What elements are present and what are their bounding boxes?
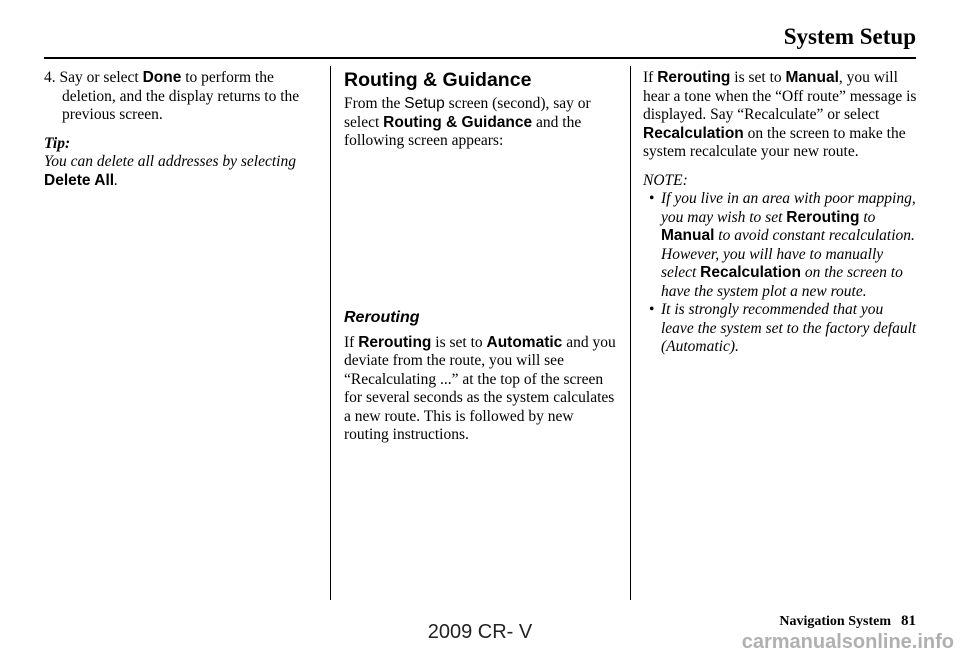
tip-heading: Tip: bbox=[44, 134, 71, 152]
tip-text-end: . bbox=[114, 171, 118, 189]
note-item bbox=[643, 190, 918, 301]
subsection-heading: Rerouting bbox=[344, 308, 420, 326]
para-text-1: If bbox=[643, 69, 658, 86]
step-text-end: to perform the deletion, and the display returns to the previous screen. bbox=[62, 69, 300, 123]
intro-paragraph bbox=[344, 95, 616, 151]
para-text-2: is set to bbox=[730, 69, 786, 86]
screen-image-space bbox=[344, 151, 616, 308]
step-4 bbox=[44, 69, 312, 125]
rerouting-term: Rerouting bbox=[358, 333, 432, 351]
body-text-1: If bbox=[344, 333, 359, 351]
manual-term: Manual bbox=[661, 227, 715, 244]
note-text-2: to bbox=[859, 208, 876, 226]
intro-text-3: and the following screen appears: bbox=[344, 113, 582, 149]
step-number: 4. bbox=[44, 69, 56, 86]
column-divider-left bbox=[330, 66, 331, 600]
page-number: 81 bbox=[901, 613, 916, 629]
tip-body bbox=[44, 153, 312, 190]
header-rule bbox=[44, 57, 916, 59]
manual-term: Manual bbox=[785, 69, 839, 86]
delete-all-term: Delete All bbox=[44, 171, 115, 189]
body-text-3: and you deviate from the route, you will see “Recalculating ...” at the top of the screen for several seconds as the system calculates a new route. This is followed by new routing instructions. bbox=[344, 333, 616, 443]
column-2 bbox=[344, 69, 616, 445]
routing-guidance-term: Routing & Guidance bbox=[383, 113, 533, 131]
rerouting-paragraph bbox=[344, 334, 616, 445]
footer-section-label: Navigation System bbox=[779, 614, 891, 629]
step-text: Say or select bbox=[59, 69, 143, 86]
column-divider-right bbox=[630, 66, 631, 600]
note-text-3: to avoid constant recalculation. However, you will have to manually select bbox=[661, 227, 915, 281]
recalculation-term: Recalculation bbox=[643, 124, 744, 142]
footer-model-label: 2009 CR- V bbox=[427, 621, 533, 643]
tip-text: You can delete all addresses by selecting bbox=[44, 153, 296, 170]
intro-text-2: screen (second), say or select bbox=[344, 95, 591, 131]
column-3 bbox=[643, 69, 918, 357]
rerouting-term: Rerouting bbox=[657, 69, 731, 86]
rerouting-term: Rerouting bbox=[786, 208, 860, 226]
setup-term: Setup bbox=[404, 95, 445, 112]
page-header-title: System Setup bbox=[783, 24, 916, 49]
para-text-3: , you will hear a tone when the “Off route” message is displayed. Say “Recalculate” or select bbox=[643, 69, 917, 123]
body-text-2: is set to bbox=[431, 333, 487, 351]
note-text-1: If you live in an area with poor mapping, you may wish to set bbox=[661, 190, 916, 226]
done-term: Done bbox=[142, 69, 182, 86]
intro-text-1: From the bbox=[344, 95, 405, 112]
note-list bbox=[643, 190, 918, 357]
note-item: • It is strongly recommended that you leave the system set to the factory default (Automatic). bbox=[643, 301, 918, 357]
note-text-4: on the screen to have the system plot a new route. bbox=[661, 264, 903, 300]
para-text-4: on the screen to make the system recalculate your new route. bbox=[643, 124, 906, 160]
watermark-text: carmanualsonline.info bbox=[741, 631, 954, 653]
manual-paragraph bbox=[643, 69, 918, 162]
section-heading: Routing & Guidance bbox=[344, 69, 532, 91]
recalculation-term: Recalculation bbox=[700, 264, 801, 281]
automatic-term: Automatic bbox=[486, 333, 563, 351]
note-heading: NOTE: bbox=[643, 171, 688, 189]
column-1 bbox=[44, 69, 312, 190]
